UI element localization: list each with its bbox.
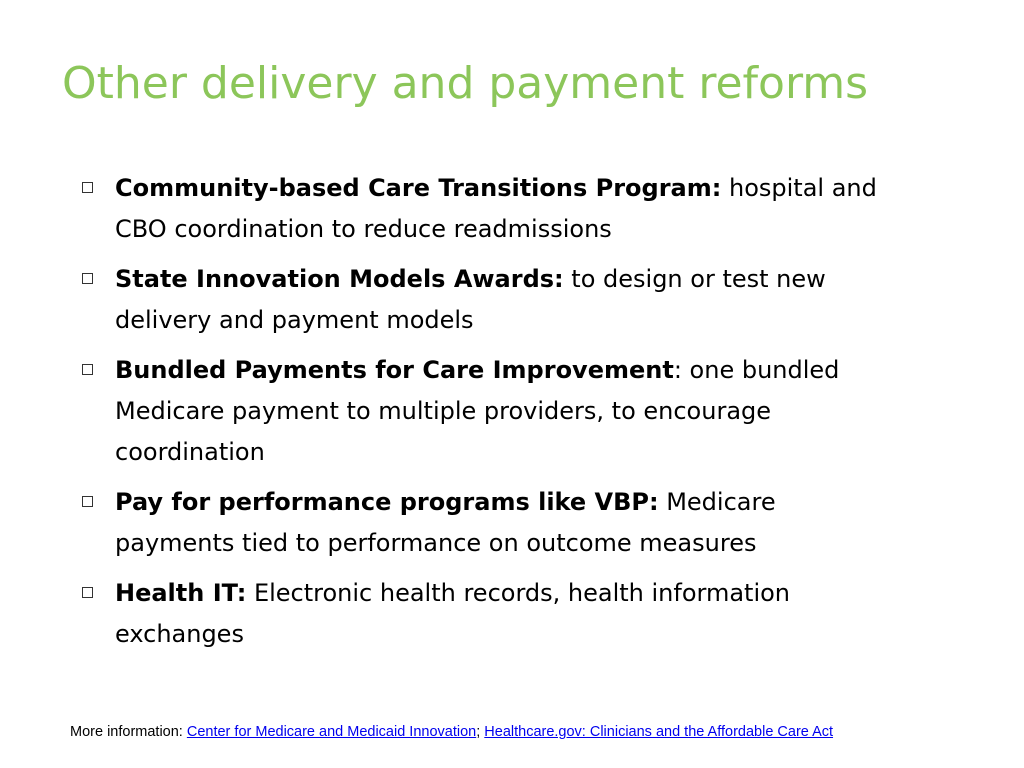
bullet-item bbox=[80, 168, 890, 250]
bullet-text: Electronic health records, health information exchanges bbox=[115, 579, 791, 648]
square-bullet-icon bbox=[82, 587, 93, 598]
bullet-text: : one bundled Medicare payment to multiple providers, to encourage coordination bbox=[115, 356, 840, 466]
healthcare-gov-link[interactable]: Healthcare.gov: Clinicians and the Affordable Care Act bbox=[484, 724, 834, 740]
bullet-item bbox=[80, 573, 890, 655]
slide-title: Other delivery and payment reforms bbox=[62, 58, 869, 109]
bullet-list bbox=[80, 168, 890, 664]
cmmi-link[interactable]: Center for Medicare and Medicaid Innovation bbox=[186, 724, 477, 740]
bullet-item bbox=[80, 350, 890, 473]
bullet-text: Medicare payments tied to performance on outcome measures bbox=[115, 488, 776, 557]
bullet-term: Health IT: bbox=[115, 579, 247, 607]
bullet-text: hospital and CBO coordination to reduce readmissions bbox=[115, 174, 877, 243]
bullet-text: to design or test new delivery and payment models bbox=[115, 265, 826, 334]
bullet-item bbox=[80, 259, 890, 341]
bullet-term: Pay for performance programs like VBP: bbox=[115, 488, 659, 516]
bullet-term: Bundled Payments for Care Improvement bbox=[115, 356, 674, 384]
footer-separator: ; bbox=[476, 724, 485, 740]
more-info-footer bbox=[70, 722, 833, 742]
bullet-term: Community-based Care Transitions Program: bbox=[115, 174, 722, 202]
square-bullet-icon bbox=[82, 182, 93, 193]
square-bullet-icon bbox=[82, 273, 93, 284]
footer-prefix: More information: bbox=[70, 724, 187, 740]
bullet-item bbox=[80, 482, 890, 564]
bullet-term: State Innovation Models Awards: bbox=[115, 265, 564, 293]
square-bullet-icon bbox=[82, 364, 93, 375]
square-bullet-icon bbox=[82, 496, 93, 507]
